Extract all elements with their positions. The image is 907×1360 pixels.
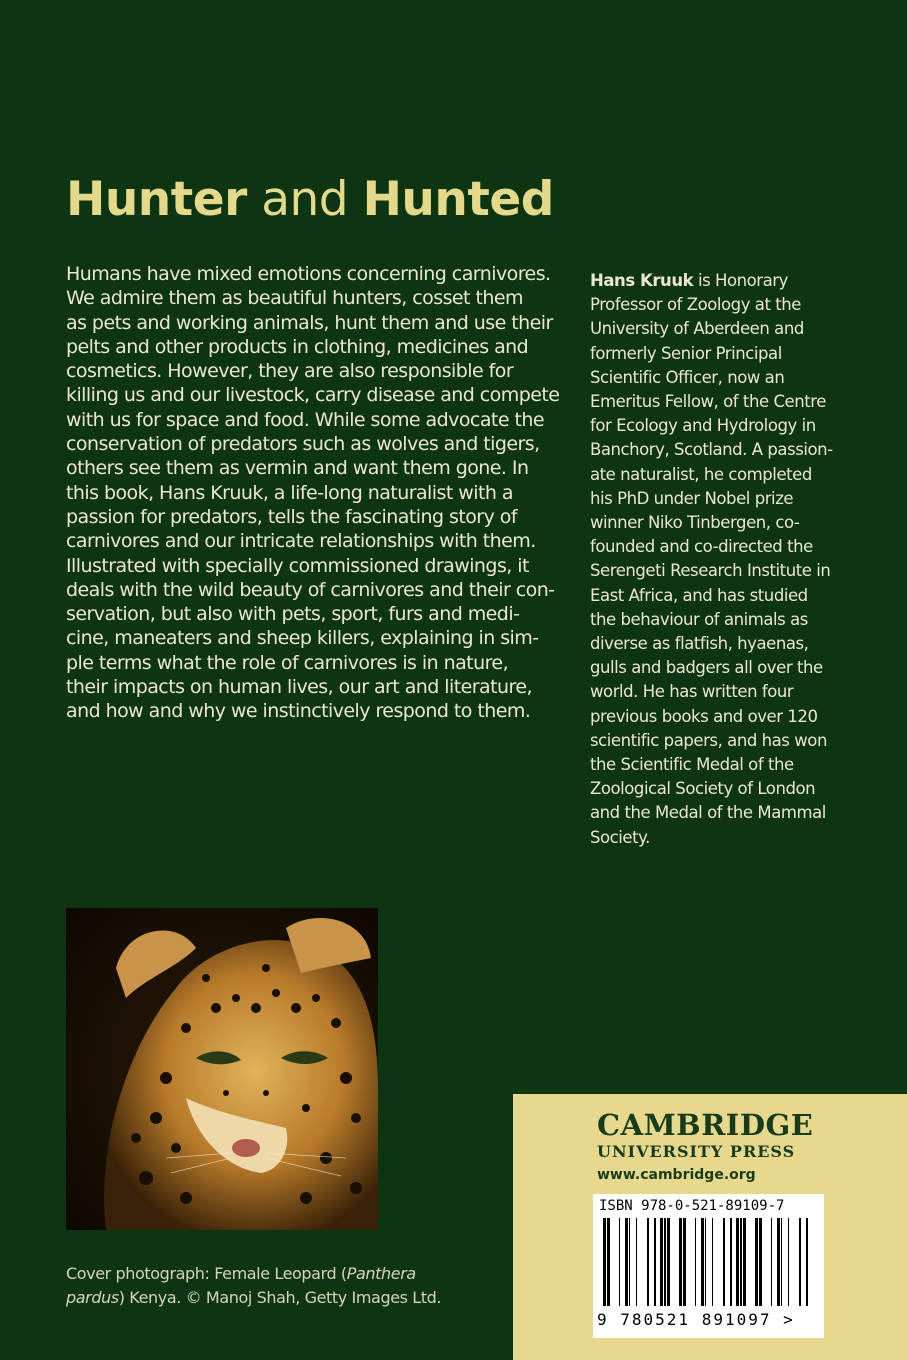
bio-line: for Ecology and Hydrology in [590,416,816,436]
publisher-panel [513,1094,907,1360]
author-name: Hans Kruuk [590,271,694,290]
bio-line: scientific papers, and has won [590,730,827,750]
bio-line: Zoological Society of London [590,779,816,799]
bio-line: East Africa, and has studied [590,585,808,605]
blurb-line: Humans have mixed emotions concerning carnivores. [66,263,551,285]
isbn-text: ISBN 978-0-521-89109-7 [599,1198,785,1214]
blurb-line: passion for predators, tells the fascinating story of [66,505,517,528]
bio-line: Society. [590,827,650,847]
bio-line: gulls and badgers all over the [590,658,823,678]
bio-line: the behaviour of animals as [590,609,808,629]
publisher-subtitle: UNIVERSITY PRESS [597,1142,796,1161]
bio-line: founded and co-directed the [590,537,813,557]
bio-line: formerly Senior Principal [590,343,782,363]
blurb-line: ple terms what the role of carnivores is in nature, [66,651,509,674]
blurb-line: others see them as vermin and want them gone. In [66,457,529,480]
blurb-line: their impacts on human lives, our art and literature, [66,676,532,699]
book-title: Hunter and Hunted [66,172,554,227]
bio-line: winner Niko Tinbergen, co- [590,513,800,533]
blurb-line: with us for space and food. While some advocate the [66,408,544,431]
leopard-photo [66,908,378,1230]
bio-line: Emeritus Fellow, of the Centre [590,392,826,412]
bio-line: Professor of Zoology at the [590,295,802,315]
blurb-line: We admire them as beautiful hunters, cosset them [66,287,523,310]
blurb-line: cine, maneaters and sheep killers, explaining in sim- [66,627,539,650]
blurb-line: carnivores and our intricate relationships with them. [66,530,536,553]
caption-line: pardus) Kenya. © Manoj Shah, Getty Images Ltd. [66,1288,442,1307]
bio-line: ate naturalist, he completed [590,464,812,484]
photo-caption [66,1262,486,1310]
publisher-name: CAMBRIDGE [597,1108,814,1142]
ean-number: 9 780521 891097 > [597,1310,795,1329]
bio-line: and the Medal of the Mammal [590,803,826,823]
blurb-line: Illustrated with specially commissioned drawings, it [66,554,529,577]
bio-line: Banchory, Scotland. A passion- [590,440,833,460]
bio-line: Serengeti Research Institute in [590,561,831,581]
bio-line: his PhD under Nobel prize [590,488,794,508]
bio-line: University of Aberdeen and [590,319,804,339]
blurb-line: as pets and working animals, hunt them and use their [66,311,553,334]
bio-line: Hans Kruuk is Honorary [590,271,788,290]
blurb-line: deals with the wild beauty of carnivores and their con- [66,578,555,601]
book-blurb [66,262,576,724]
author-bio [590,269,860,850]
publisher-url[interactable]: www.cambridge.org [597,1167,756,1183]
blurb-line: conservation of predators such as wolves and tigers, [66,433,540,456]
bio-line: diverse as flatfish, hyaenas, [590,634,809,654]
barcode-icon [601,1218,816,1310]
caption-line: Cover photograph: Female Leopard (Panthera [66,1264,416,1283]
blurb-line: and how and why we instinctively respond to them. [66,700,531,723]
bio-line: the Scientific Medal of the [590,755,794,775]
blurb-line: cosmetics. However, they are also responsible for [66,360,514,383]
blurb-line: killing us and our livestock, carry disease and compete [66,384,560,407]
bio-line: previous books and over 120 [590,706,818,726]
bio-line: Scientific Officer, now an [590,367,785,387]
blurb-line: pelts and other products in clothing, medicines and [66,335,529,358]
barcode-box [593,1194,824,1338]
blurb-line: this book, Hans Kruuk, a life-long naturalist with a [66,481,513,504]
bio-line: world. He has written four [590,682,794,702]
blurb-line: servation, but also with pets, sport, furs and medi- [66,603,520,626]
